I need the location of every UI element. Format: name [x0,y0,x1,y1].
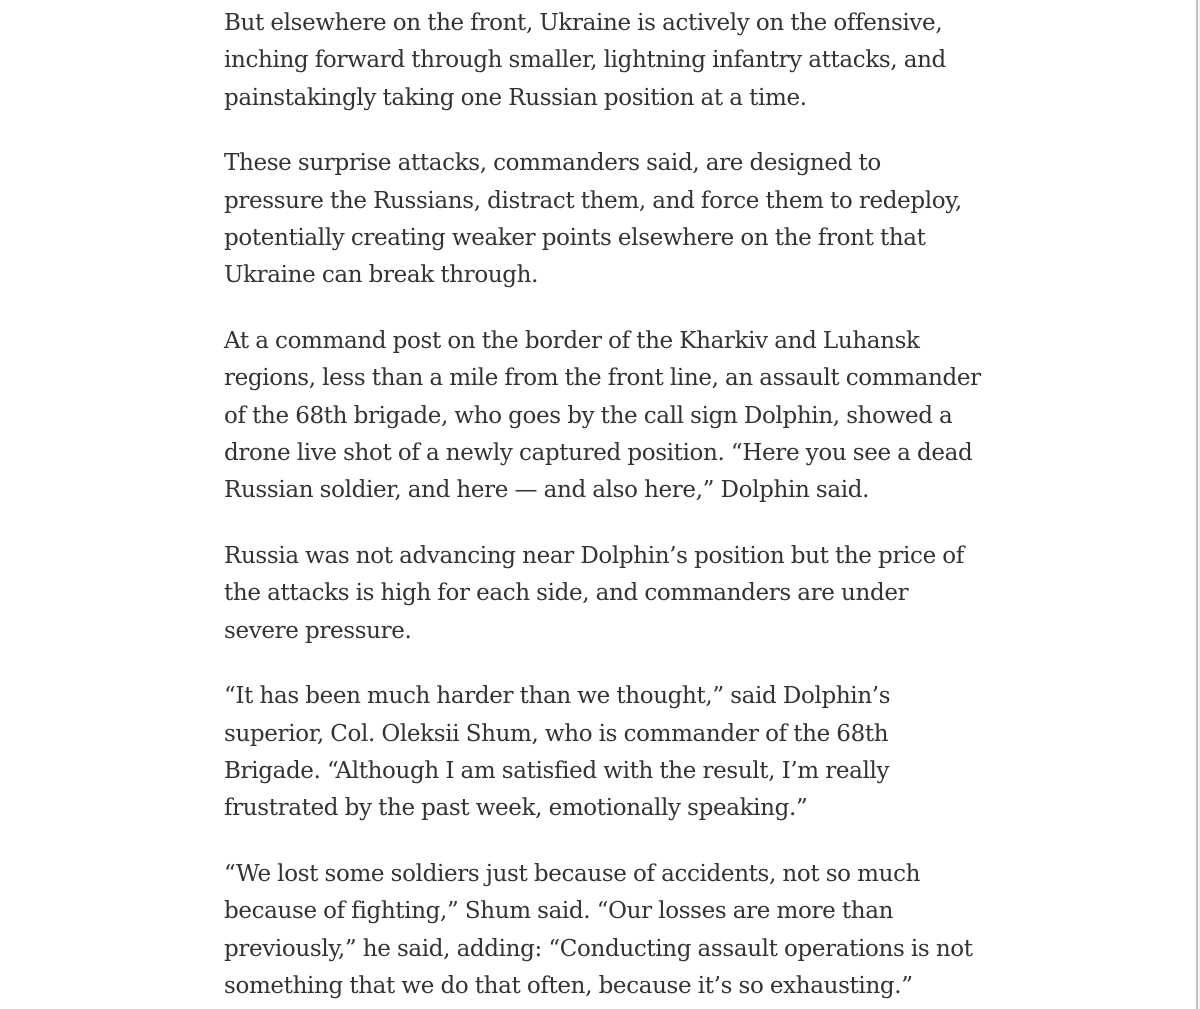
window-scrollbar[interactable] [1195,0,1200,1009]
article-paragraph-5: “It has been much harder than we thought,” said Dolphin’s superior, Col. Oleksii Shum, who is commander of the 68th Brigade. “Although I am satisfied with the result, I’m really frustrated by the past week, emotionally speaking.” [224,683,891,822]
scrollbar-edge [1196,0,1198,1009]
article-paragraph-4: Russia was not advancing near Dolphin’s position but the price of the attacks is high for each side, and commanders are under severe pressure. [224,542,964,644]
article-paragraph-6: “We lost some soldiers just because of accidents, not so much because of fighting,” Shum said. “Our losses are more than previously,” he said, adding: “Conducting assault operations is not something that we do that often, because it’s so exhausting.” [224,860,973,999]
article-paragraph-2: These surprise attacks, commanders said, are designed to pressure the Russians, distract them, and force them to redeploy, potentially creating weaker points elsewhere on the front that Ukraine can break through. [224,150,962,289]
article-paragraph-1: But elsewhere on the front, Ukraine is actively on the offensive, inching forward through smaller, lightning infantry attacks, and painstakingly taking one Russian position at a time. [224,10,946,111]
article-paragraph-3: At a command post on the border of the Kharkiv and Luhansk regions, less than a mile from the front line, an assault commander of the 68th brigade, who goes by the call sign Dolphin, showed a drone live shot of a newly captured position. “Here you see a dead Russian soldier, and here — and also here,” Dolphin said. [224,327,981,504]
article-body [224,5,984,1009]
